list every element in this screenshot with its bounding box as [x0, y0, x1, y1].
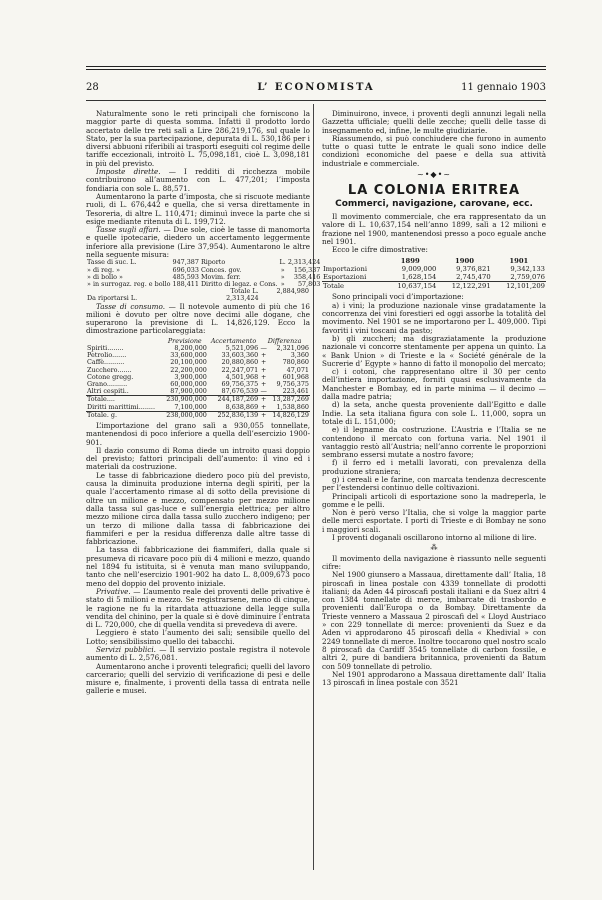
value-cell: 230,900,000	[166, 395, 207, 404]
paragraph: L’importazione del grano salì a 930,055 tonnellate, mantenendosi di poco inferiore a quella dell’esercizio 1900-901.	[86, 420, 310, 447]
right-column	[322, 110, 546, 687]
value-cell: 12,122,291	[451, 282, 491, 291]
value-cell: 9,376,821	[456, 265, 491, 274]
paragraph: Diminuirono, invece, i proventi degli annunzi legali nella Gazzetta ufficiale; quelli delle zecche; quelli delle tasse di insegnamento ed, infine, le multe giudiziarie.	[322, 109, 546, 135]
paragraph: e) il legname da costruzione. L’Austria e l’Italia se ne contendono il mercato con fortuna varia. Nel 1901 il vantaggio restò all’Austria; nell’anno corrente le proporzioni sembrano essersi mutate a nostro favore;	[322, 425, 546, 460]
value-cell: 69,756,375	[221, 379, 259, 388]
value-cell: 9,009,000	[401, 265, 437, 274]
paragraph: Tasse di consumo. — Il notevole aumento di più che 16 milioni è dovuto per oltre nove decimi alle dogane, che superarono la previsione di L. 14,826,129. Ecco la dimostrazione particolareggiata:	[86, 301, 310, 336]
row-label: Totale	[323, 282, 345, 291]
paragraph: d) la seta, anche questa proveniente dall’Egitto e dalle Indie. La seta italiana figura con sole L. 11,000, sopra un totale di L. 151,000;	[322, 400, 546, 426]
row-label: Esportazioni	[323, 273, 367, 282]
paragraph: c) i cotoni, che rappresentano oltre il 30 per cento dell’intiera importazione, forniti quasi esclusivamente da Manchester e Bombay, ed in parte minima — il decimo — dalla madre patria;	[322, 367, 546, 402]
tax-label: Riporto	[200, 258, 226, 267]
tax-unit: »	[280, 265, 285, 274]
tax-label: » di reg. »	[87, 265, 121, 274]
tax-label: » di bollo »	[87, 272, 123, 281]
page-number: 28	[86, 82, 99, 93]
value-cell: 8,638,869	[225, 402, 259, 411]
value-cell: 22,200,000	[170, 365, 207, 374]
tax-totals	[86, 288, 310, 302]
tax-table	[86, 259, 321, 288]
value-cell: 47,071	[286, 365, 309, 374]
paragraph: Imposte dirette. — I redditi di ricchezza mobile contribuirono all’aumento con L. 477,201; l’imposta fondiaria con sole L. 88,571.	[86, 167, 310, 193]
table-row	[86, 411, 310, 419]
value-cell: 60,000,000	[170, 379, 207, 388]
row-label: Cotone gregg.	[87, 372, 134, 381]
sign-cell: +	[261, 395, 267, 404]
issue-date: 11 gennaio 1903	[461, 82, 546, 93]
value-cell: 2,745,470	[456, 273, 491, 282]
paragraph: Il movimento della navigazione è riassunto nelle seguenti cifre:	[322, 553, 546, 571]
table-row	[322, 282, 546, 291]
column-separator	[313, 104, 314, 870]
running-header	[86, 82, 546, 98]
tax-value: 188,411	[172, 279, 199, 288]
column-header: Previsione	[167, 336, 202, 345]
tax-label: Diritto di legaz. e Cons.	[200, 279, 278, 288]
tax-unit: L.	[279, 258, 286, 267]
value-cell: 223,461	[282, 387, 309, 396]
row-label: Spiriti........	[87, 343, 124, 352]
value-cell: 3,900,000	[174, 372, 207, 381]
sign-cell: —	[260, 387, 267, 396]
paragraph: Nel 1900 giunsero a Massaua, direttamente dall’ Italia, 18 piroscafi in linea postale con 4339 tonnellate di prodotti italiani; da Aden 44 piroscafi postali italiani e da Suez altri 4 con 1384 tonnellate di merce, imbarcate di trasbordo e provenienti dall’Europa o da Bombay. Direttamente da Trieste vennero a Massaua 2 piroscafi del « Lloyd Austriaco » con 229 tonnellate di merce: provenienti da Suez e da Aden vi approdarono 45 piroscafi della « Khedivial » con 2249 tonnellate di merce. Inoltre toccarono quel nostro scalo 8 piroscafi da Cardiff 3545 tonnellate di carbon fossile, e altri 2, pure di bandiera britannica, provenienti da Batum con 509 tonnellate di petrolio.	[322, 570, 546, 671]
value-cell: 12,101,209	[506, 282, 545, 291]
row-label: Totale. g.	[87, 410, 118, 419]
sign-cell: +	[261, 402, 267, 411]
sign-cell: +	[261, 358, 267, 367]
value-cell: 780,860	[282, 358, 309, 367]
tax-value: 696,033	[172, 265, 199, 274]
tax-unit: »	[280, 272, 285, 281]
tax-label: Movim. ferr.	[200, 272, 241, 281]
paragraph: Sono principali voci d’importazione:	[332, 292, 464, 302]
tax-value: 947,387	[172, 258, 199, 267]
paragraph: Tasse sugli affari. — Due sole, cioè le tasse di manomorta e quelle ipotecarie, diedero un accertamento leggermente inferiore alla previsione (Lire 37,954). Aumentarono le altre nella seguente misura:	[86, 225, 310, 260]
row-label: Importazioni	[323, 265, 368, 274]
section-subtitle: Commerci, navigazione, carovane, ecc.	[335, 198, 533, 209]
section-title: LA COLONIA ERITREA	[347, 183, 521, 199]
tax-value: 2,313,424	[287, 258, 321, 267]
paragraph: Riassumendo, si può conchiudere che furono in aumento tutte o quasi tutte le entrate le quali sono indice delle condizioni economiche del paese e della sua attività industriale e commerciale.	[322, 133, 546, 168]
column-header: Accertamento	[210, 336, 257, 345]
value-cell: 8,200,000	[174, 343, 207, 352]
value-cell: 244,187,269	[217, 395, 259, 404]
value-cell: 14,826,129	[272, 410, 309, 419]
row-label: Totale....	[87, 395, 115, 404]
row-label: Grano..........	[87, 379, 128, 388]
table-row	[322, 265, 546, 273]
value-cell: 7,100,000	[174, 402, 207, 411]
value-cell: 5,521,096	[225, 343, 259, 352]
tax-label: Conces. gov.	[200, 265, 242, 274]
year-header: 1899	[400, 257, 420, 266]
tax-label: Tasse di suc. L.	[87, 258, 137, 267]
value-cell: 9,756,375	[276, 379, 309, 388]
tax-label: » in surrogaz. reg. e bollo	[87, 279, 171, 288]
ornament-divider: ~•◆•~	[417, 170, 451, 180]
row-label: Caffè..........	[87, 358, 125, 367]
year-header: 1900	[455, 257, 474, 266]
paragraph: a) i vini; la produzione nazionale vinse gradatamente la concorrenza dei vini forestieri ed oggi assorbe la totalità del movimento. Nel 1901 se ne importarono per L. 409,000. Tipi favoriti i vini toscani da pasto;	[322, 300, 546, 335]
year-header: 1901	[509, 257, 529, 266]
paragraph: Privative. — L’aumento reale dei proventi delle privative è stato di 5 milioni e mezzo. Se registrarsene, meno di cinque, le ragione ne fu la ritardata attuazione della legge sulla vendita del chinino, per la quale si è dovè diminuire l’entrata di L. 720,000, che di quella vendita si prevedeva di avere.	[86, 586, 310, 630]
tax-unit: »	[280, 279, 285, 288]
tax-total-value: 2,884,980	[276, 287, 309, 296]
sign-cell: —	[260, 343, 267, 352]
paragraph: b) gli zuccheri; ma disgraziatamente la produzione nazionale vi concorre stentamente per appena un quinto. La « Bank Union » di Trieste e la « Société générale de la Sucrerie d’ Egypte » hanno di fatto il monopolio del mercato;	[322, 333, 546, 368]
header-rule	[86, 100, 546, 101]
sign-cell: +	[261, 365, 267, 374]
value-cell: 3,360	[290, 351, 309, 360]
value-cell: 238,000,000	[166, 410, 207, 419]
top-double-rule	[86, 66, 546, 70]
table-row	[322, 273, 546, 282]
row-label: Petrolio.......	[87, 351, 127, 360]
tax-value: 57,803	[297, 279, 321, 288]
tax-carry-value: 2,313,424	[226, 294, 259, 303]
value-cell: 20,100,000	[170, 358, 207, 367]
sign-cell: +	[261, 410, 267, 419]
value-cell: 10,637,154	[397, 282, 437, 291]
journal-title: L’ ECONOMISTA	[257, 82, 375, 93]
value-cell: 87,900,000	[170, 387, 207, 396]
value-cell: 13,287,269	[272, 395, 309, 404]
paragraph: g) i cereali e le farine, con marcata tendenza decrescente per l’estendersi continuo delle coltivazioni.	[322, 474, 546, 493]
value-cell: 33,600,000	[170, 351, 207, 360]
value-cell: 252,836,139	[217, 410, 259, 419]
row-label: Zucchero.......	[87, 365, 132, 374]
value-cell: 2,321,096	[276, 343, 309, 352]
sign-cell: +	[261, 372, 267, 381]
value-cell: 9,342,133	[510, 265, 545, 274]
paragraph: Il movimento commerciale, che era rappresentato da un valore di L. 10,637,154 nell’anno 1899, salì a 12 milioni e frazione nel 1900, mantenendosi presso a poco eguale anche nel 1901.	[322, 211, 546, 246]
paragraph: Naturalmente sono le reti principali che forniscono la maggior parte di questa somma. Infatti il prodotto lordo accertato delle tre reti salì a Lire 286,219,176, sul quale lo Stato, per la sua partecipazione, depurata di L. 530,186 per i diversi abbuoni riferibili ai trasporti eseguiti col regime delle tariffe eccezionali, introitò L. 75,098,181, cioè L. 3,098,181 in più del previsto.	[86, 109, 310, 168]
tax-value: 358,416	[293, 272, 321, 281]
value-cell: 1,538,860	[276, 402, 309, 411]
value-cell: 87,676,539	[221, 387, 259, 396]
row-label: Diritti marittimi........	[87, 402, 155, 411]
value-cell: 33,603,360	[221, 351, 259, 360]
paragraph: Il dazio consumo di Roma diede un introito quasi doppio del previsto; fattori principali dell’aumento: il vino ed i materiali da costruzione.	[86, 445, 310, 472]
paragraph: f) il ferro ed i metalli lavorati, con prevalenza della produzione straniera;	[322, 458, 546, 476]
row-label: Altri cespiti..	[87, 387, 129, 396]
value-cell: 1,628,154	[401, 273, 437, 282]
sign-cell: +	[261, 351, 267, 360]
sign-cell: +	[261, 379, 267, 388]
paragraph: Nel 1901 approdarono a Massaua direttamente dall’ Italia 13 piroscafi in linea postale con 3521	[322, 669, 546, 688]
value-cell: 20,880,860	[221, 358, 259, 367]
paragraph: La tassa di fabbricazione dei fiammiferi, dalla quale si presumeva di ricavare poco più di 4 milioni e mezzo, quando nel 1894 fu istituita, si è venuta man mano sviluppando, tanto che nell’esercizio 1901-902 ha dato L. 8,009,673 poco meno del doppio del provento iniziale.	[86, 545, 310, 588]
asterism: ⁂	[430, 544, 438, 553]
paragraph: Principali articoli di esportazione sono la madreperla, le gomme e le pelli.	[322, 491, 546, 509]
consumption-table	[86, 338, 310, 419]
paragraph: Servizi pubblici. — Il servizio postale registra il notevole aumento di L. 2,576,081.	[86, 645, 310, 663]
value-cell: 22,247,071	[221, 365, 259, 374]
tax-value: 485,593	[172, 272, 199, 281]
paragraph: Ecco le cifre dimostrative:	[332, 245, 428, 255]
paragraph: Le tasse di fabbricazione diedero poco più del previsto, causa la diminuita produzione interna degli spiriti, per la quale l’accertamento rimase al di sotto della previsione di oltre un milione e mezzo, compensato per mezzo milione dalla tassa sul gas-luce e sull’energia elettrica; per altro mezzo milione circa dalla tassa sullo zucchero indigeno; per un terzo di milione dalla tassa di fabbricazione dei fiammiferi e per la residua differenza dalle altre tasse di fabbricazione.	[86, 470, 310, 547]
paragraph: Leggiero è stato l’aumento dei sali; sensibile quello del Lotto; sensibilissimo quello dei tabacchi.	[86, 628, 310, 646]
tax-value: 156,337	[293, 265, 321, 274]
paragraph: I proventi doganali oscillarono intorno al milione di lire.	[332, 533, 537, 543]
tax-carry-label: Da riportarsi L.	[87, 294, 138, 303]
value-cell: 2,759,076	[510, 273, 545, 282]
tax-total-label: Totale L.	[230, 287, 259, 296]
value-cell: 601,968	[282, 372, 309, 381]
left-column	[86, 109, 321, 696]
column-header: Differenza	[267, 336, 302, 345]
paragraph: Non è però verso l’Italia, che si volge la maggior parte delle merci esportate. I porti di Trieste e di Bombay ne sono i maggiori scali.	[322, 508, 546, 534]
value-cell: 4,501,968	[225, 372, 259, 381]
trade-table	[322, 257, 546, 290]
paragraph: Aumentarono la parte d’imposta, che si riscuote mediante ruoli, di L. 676,442 e quella, che si versa direttamente in Tesoreria, di altre L. 110,471; diminuì invece la parte che si esige mediante ritenuta di L. 199,712.	[86, 191, 310, 226]
paragraph: Aumentarono anche i proventi telegrafici; quelli del lavoro carcerario; quelli del servizio di verificazione di pesi e delle misure e, finalmente, i proventi della tassa di entrata nelle gallerie e musei.	[86, 661, 310, 696]
